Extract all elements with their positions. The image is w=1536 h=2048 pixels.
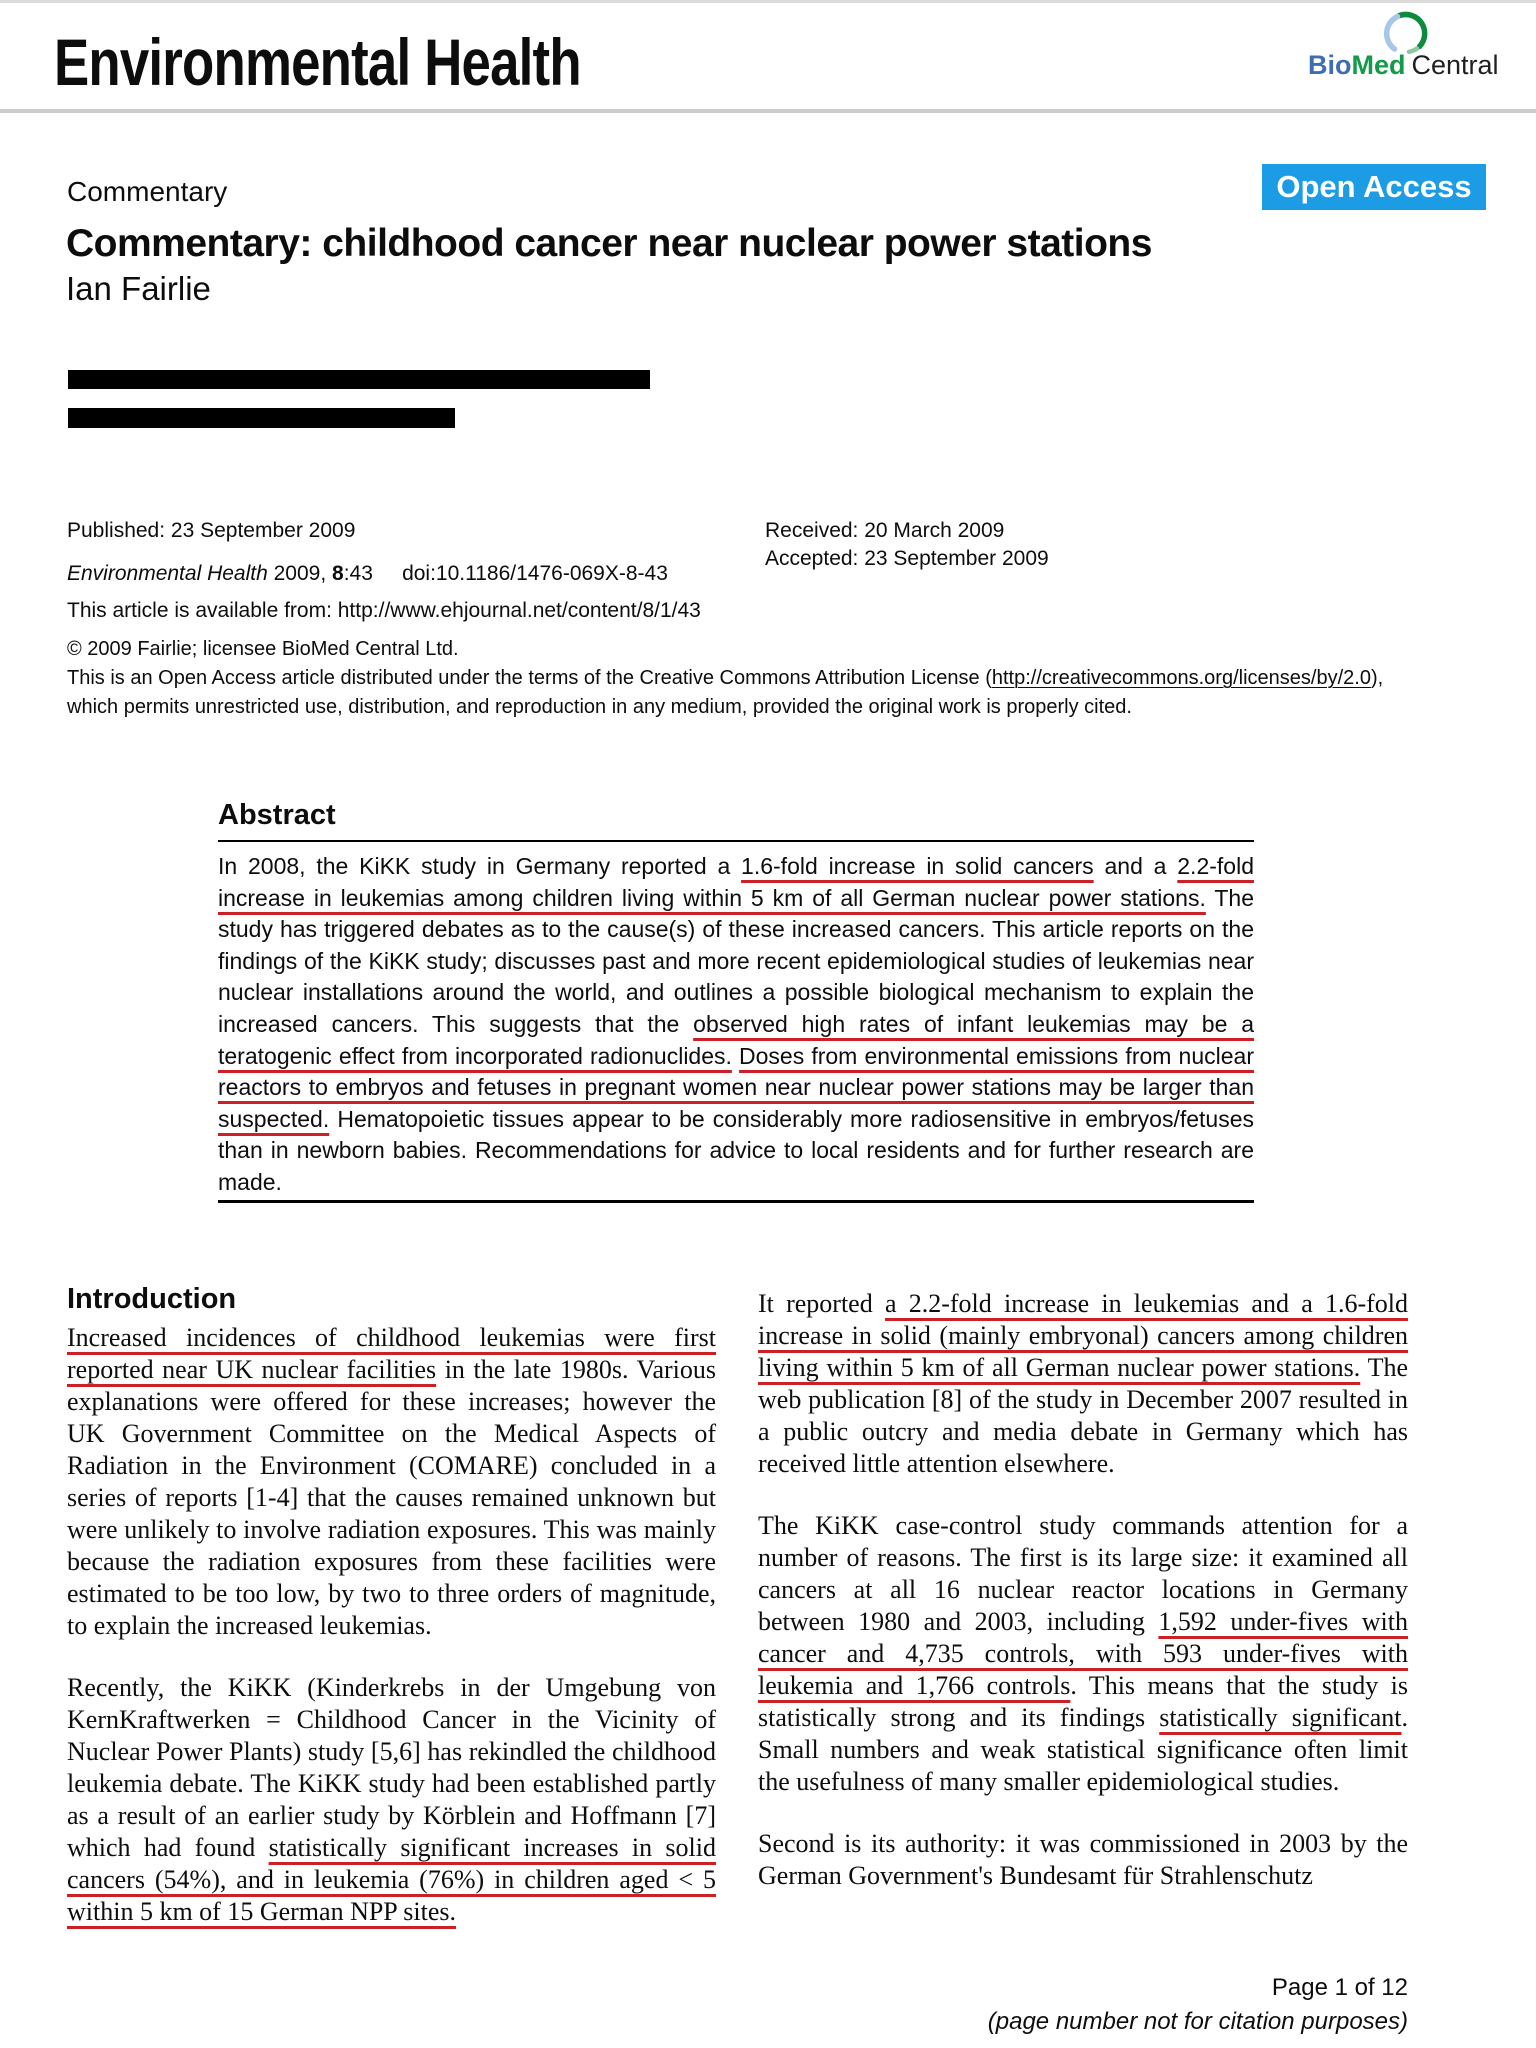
article-author: Ian Fairlie — [66, 270, 211, 307]
abstract-section — [218, 799, 1254, 1199]
biomed-central-wordmark — [1308, 50, 1499, 81]
logo-bio: Bio — [1308, 50, 1352, 80]
redacted-address-bar — [68, 370, 650, 389]
received-date: Received: 20 March 2009 — [765, 519, 1005, 542]
intro-paragraph-2: Recently, the KiKK (Kinderkrebs in der Umgebung von KernKraftwerken = Childhood Cancer in the Vicinity of Nuclear Power Plants) study [5,6] has rekindled the childhood leukemia debate. The KiKK study had been established partly as a result of an earlier study by Körblein and Hoffmann [7] which had found statistically significant increases in solid cancers (54%), and in leukemia (76%) in children aged < 5 within 5 km of 15 German NPP sites. — [67, 1673, 716, 1926]
page-footer — [900, 1974, 1408, 2036]
availability-line: This article is available from: http://www.ehjournal.net/content/8/1/43 — [67, 599, 701, 622]
intro-paragraph-4: The KiKK case-control study commands attention for a number of reasons. The first is its large size: it examined all cancers at all 16 nuclear reactor locations in Germany between 1980 and 2003, including 1,592 under-fives with cancer and 4,735 controls, with 593 under-fives with leukemia and 1,766 controls. This means that the study is statistically strong and its findings statistically significant. Small numbers and weak statistical significance often limit the usefulness of many smaller epidemiological studies. — [758, 1511, 1408, 1796]
introduction-heading: Introduction — [67, 1283, 237, 1315]
creative-commons-link[interactable]: http://creativecommons.org/licenses/by/2.0 — [991, 667, 1371, 689]
logo-central: Central — [1411, 50, 1499, 80]
citation-note: (page number not for citation purposes) — [987, 2008, 1408, 2035]
intro-paragraph-1: Increased incidences of childhood leukemias were first reported near UK nuclear facilities in the late 1980s. Various explanations were offered for these increases; however the UK Government Committee on the Medical Aspects of Radiation in the Environment (COMARE) concluded in a series of reports [1-4] that the causes remained unknown but were unlikely to involve radiation exposures. This was mainly because the radiation exposures from these facilities were estimated to be too low, by two to three orders of magnitude, to explain the increased leukemias. — [67, 1323, 716, 1640]
header-divider — [0, 109, 1536, 113]
journal-masthead: Environmental Health — [54, 25, 581, 99]
accepted-date: Accepted: 23 September 2009 — [765, 547, 1049, 570]
abstract-heading: Abstract — [218, 799, 1254, 842]
intro-paragraph-3: It reported a 2.2-fold increase in leukemias and a 1.6-fold increase in solid (mainly embryonal) cancers among children living within 5 km of all German nuclear power stations. The web publication [8] of the study in December 2007 resulted in a public outcry and media debate in Germany which has received little attention elsewhere. — [758, 1289, 1409, 1478]
article-title: Commentary: childhood cancer near nuclear power stations — [66, 222, 1152, 265]
copyright-line: © 2009 Fairlie; licensee BioMed Central Ltd. — [67, 638, 459, 660]
left-column — [67, 1283, 716, 1928]
page-top-edge — [0, 0, 1536, 3]
intro-paragraph-5: Second is its authority: it was commissioned in 2003 by the German Government's Bundesamt für Strahlenschutz — [758, 1829, 1408, 1890]
open-access-badge: Open Access — [1262, 164, 1486, 210]
abstract-text: In 2008, the KiKK study in Germany reported a 1.6-fold increase in solid cancers and a 2.2-fold increase in leukemias among children living within 5 km of all German nuclear power stations. The study has triggered debates as to the cause(s) of these increased cancers. This article reports on the findings of the KiKK study; discusses past and more recent epidemiological studies of leukemias near nuclear installations around the world, and outlines a possible biological mechanism to explain the increased cancers. This suggests that the observed high rates of infant leukemias may be a teratogenic effect from incorporated radionuclides. Doses from environmental emissions from nuclear reactors to embryos and fetuses in pregnant women near nuclear power stations may be larger than suspected. Hematopoietic tissues appear to be considerably more radiosensitive in embryos/fetuses than in newborn babies. Recommendations for advice to local residents and for further research are made. — [218, 853, 1255, 1195]
page-number: Page 1 of 12 — [1271, 1974, 1408, 2001]
article-type-label: Commentary — [67, 176, 228, 207]
logo-med: Med — [1351, 50, 1406, 80]
right-column — [758, 1288, 1408, 1892]
license-text: This is an Open Access article distributed under the terms of the Creative Commons Attribution License (http://creativecommons.org/licenses/by/2.0), which permits unrestricted use, distribution, and reproduction in any medium, provided the original work is properly cited. — [67, 667, 1384, 718]
citation-line: Environmental Health 2009, 8:43 doi:10.1186/1476-069X-8-43 — [67, 562, 668, 585]
published-date: Published: 23 September 2009 — [67, 519, 356, 542]
abstract-divider — [218, 1200, 1254, 1203]
redacted-email-bar — [68, 408, 455, 428]
